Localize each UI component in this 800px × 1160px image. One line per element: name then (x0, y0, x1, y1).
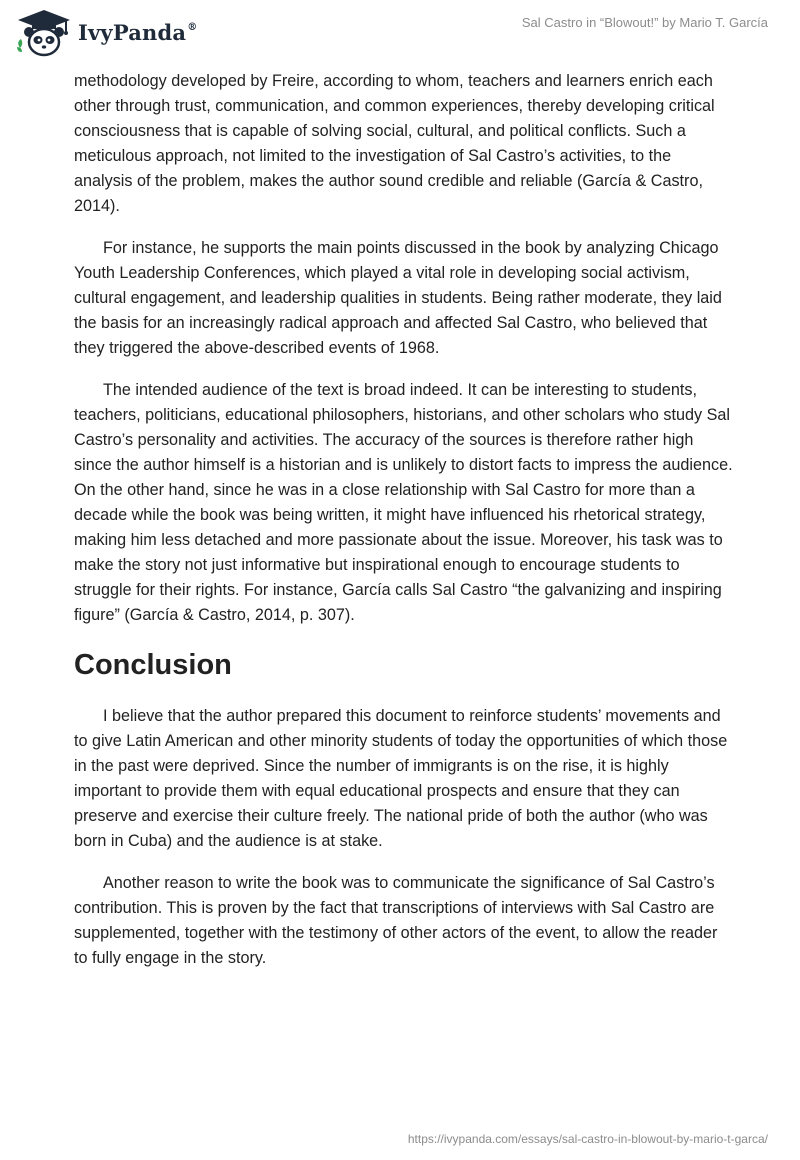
brand-name: IvyPanda® (78, 20, 198, 45)
paragraph-3: The intended audience of the text is broad indeed. It can be interesting to students, teachers, politicians, educational philosophers, historians, and other scholars who study Sal Castro’s personality and activities. The accuracy of the sources is therefore rather high since the author himself is a historian and is unlikely to distort facts to impress the audience. On the other hand, since he was in a close relationship with Sal Castro for more than a decade while the book was being written, it might have influenced his rhetorical strategy, making him less detached and more passionate about the issue. Moreover, his task was to make the story not just informative but inspirational enough to encourage students to struggle for their rights. For instance, García calls Sal Castro “the galvanizing and inspiring figure” (García & Castro, 2014, p. 307). (74, 381, 733, 624)
panda-graduate-icon (14, 8, 74, 58)
paragraph-1: methodology developed by Freire, according to whom, teachers and learners enrich each other through trust, communication, and common experiences, thereby developing critical consciousness that is capable of solving social, cultural, and political conflicts. Such a meticulous approach, not limited to the investigation of Sal Castro’s activities, to the analysis of the problem, makes the author sound credible and reliable (García & Castro, 2014). (74, 72, 715, 215)
document-title: Sal Castro in “Blowout!” by Mario T. García (521, 15, 768, 30)
paragraph-5: Another reason to write the book was to communicate the significance of Sal Castro’s contribution. This is proven by the fact that transcriptions of interviews with Sal Castro are supplemented, together with the testimony of other actors of the event, to allow the reader to fully engage in the story. (74, 874, 718, 967)
paragraph-4: I believe that the author prepared this document to reinforce students’ movements and to give Latin American and other minority students of today the opportunities of which those in the past were deprived. Since the number of immigrants is on the rise, it is highly important to provide them with equal educational prospects and ensure that they can preserve and exercise their culture freely. The national pride of both the author (who was born in Cuba) and the audience is at stake. (74, 707, 728, 850)
footer-url-link[interactable]: https://ivypanda.com/essays/sal-castro-in-blowout-by-mario-t-garca/ (407, 1132, 768, 1146)
registered-mark: ® (187, 22, 198, 33)
section-heading-conclusion: Conclusion (74, 649, 232, 681)
essay-content (74, 69, 734, 988)
ivypanda-logo[interactable] (14, 8, 204, 58)
paragraph-2: For instance, he supports the main points discussed in the book by analyzing Chicago Youth Leadership Conferences, which played a vital role in developing social activism, cultural engagement, and leadership qualities in students. Being rather moderate, they laid the basis for an increasingly radical approach and affected Sal Castro, who believed that they triggered the above-described events of 1968. (74, 239, 722, 357)
page-header (0, 0, 800, 70)
